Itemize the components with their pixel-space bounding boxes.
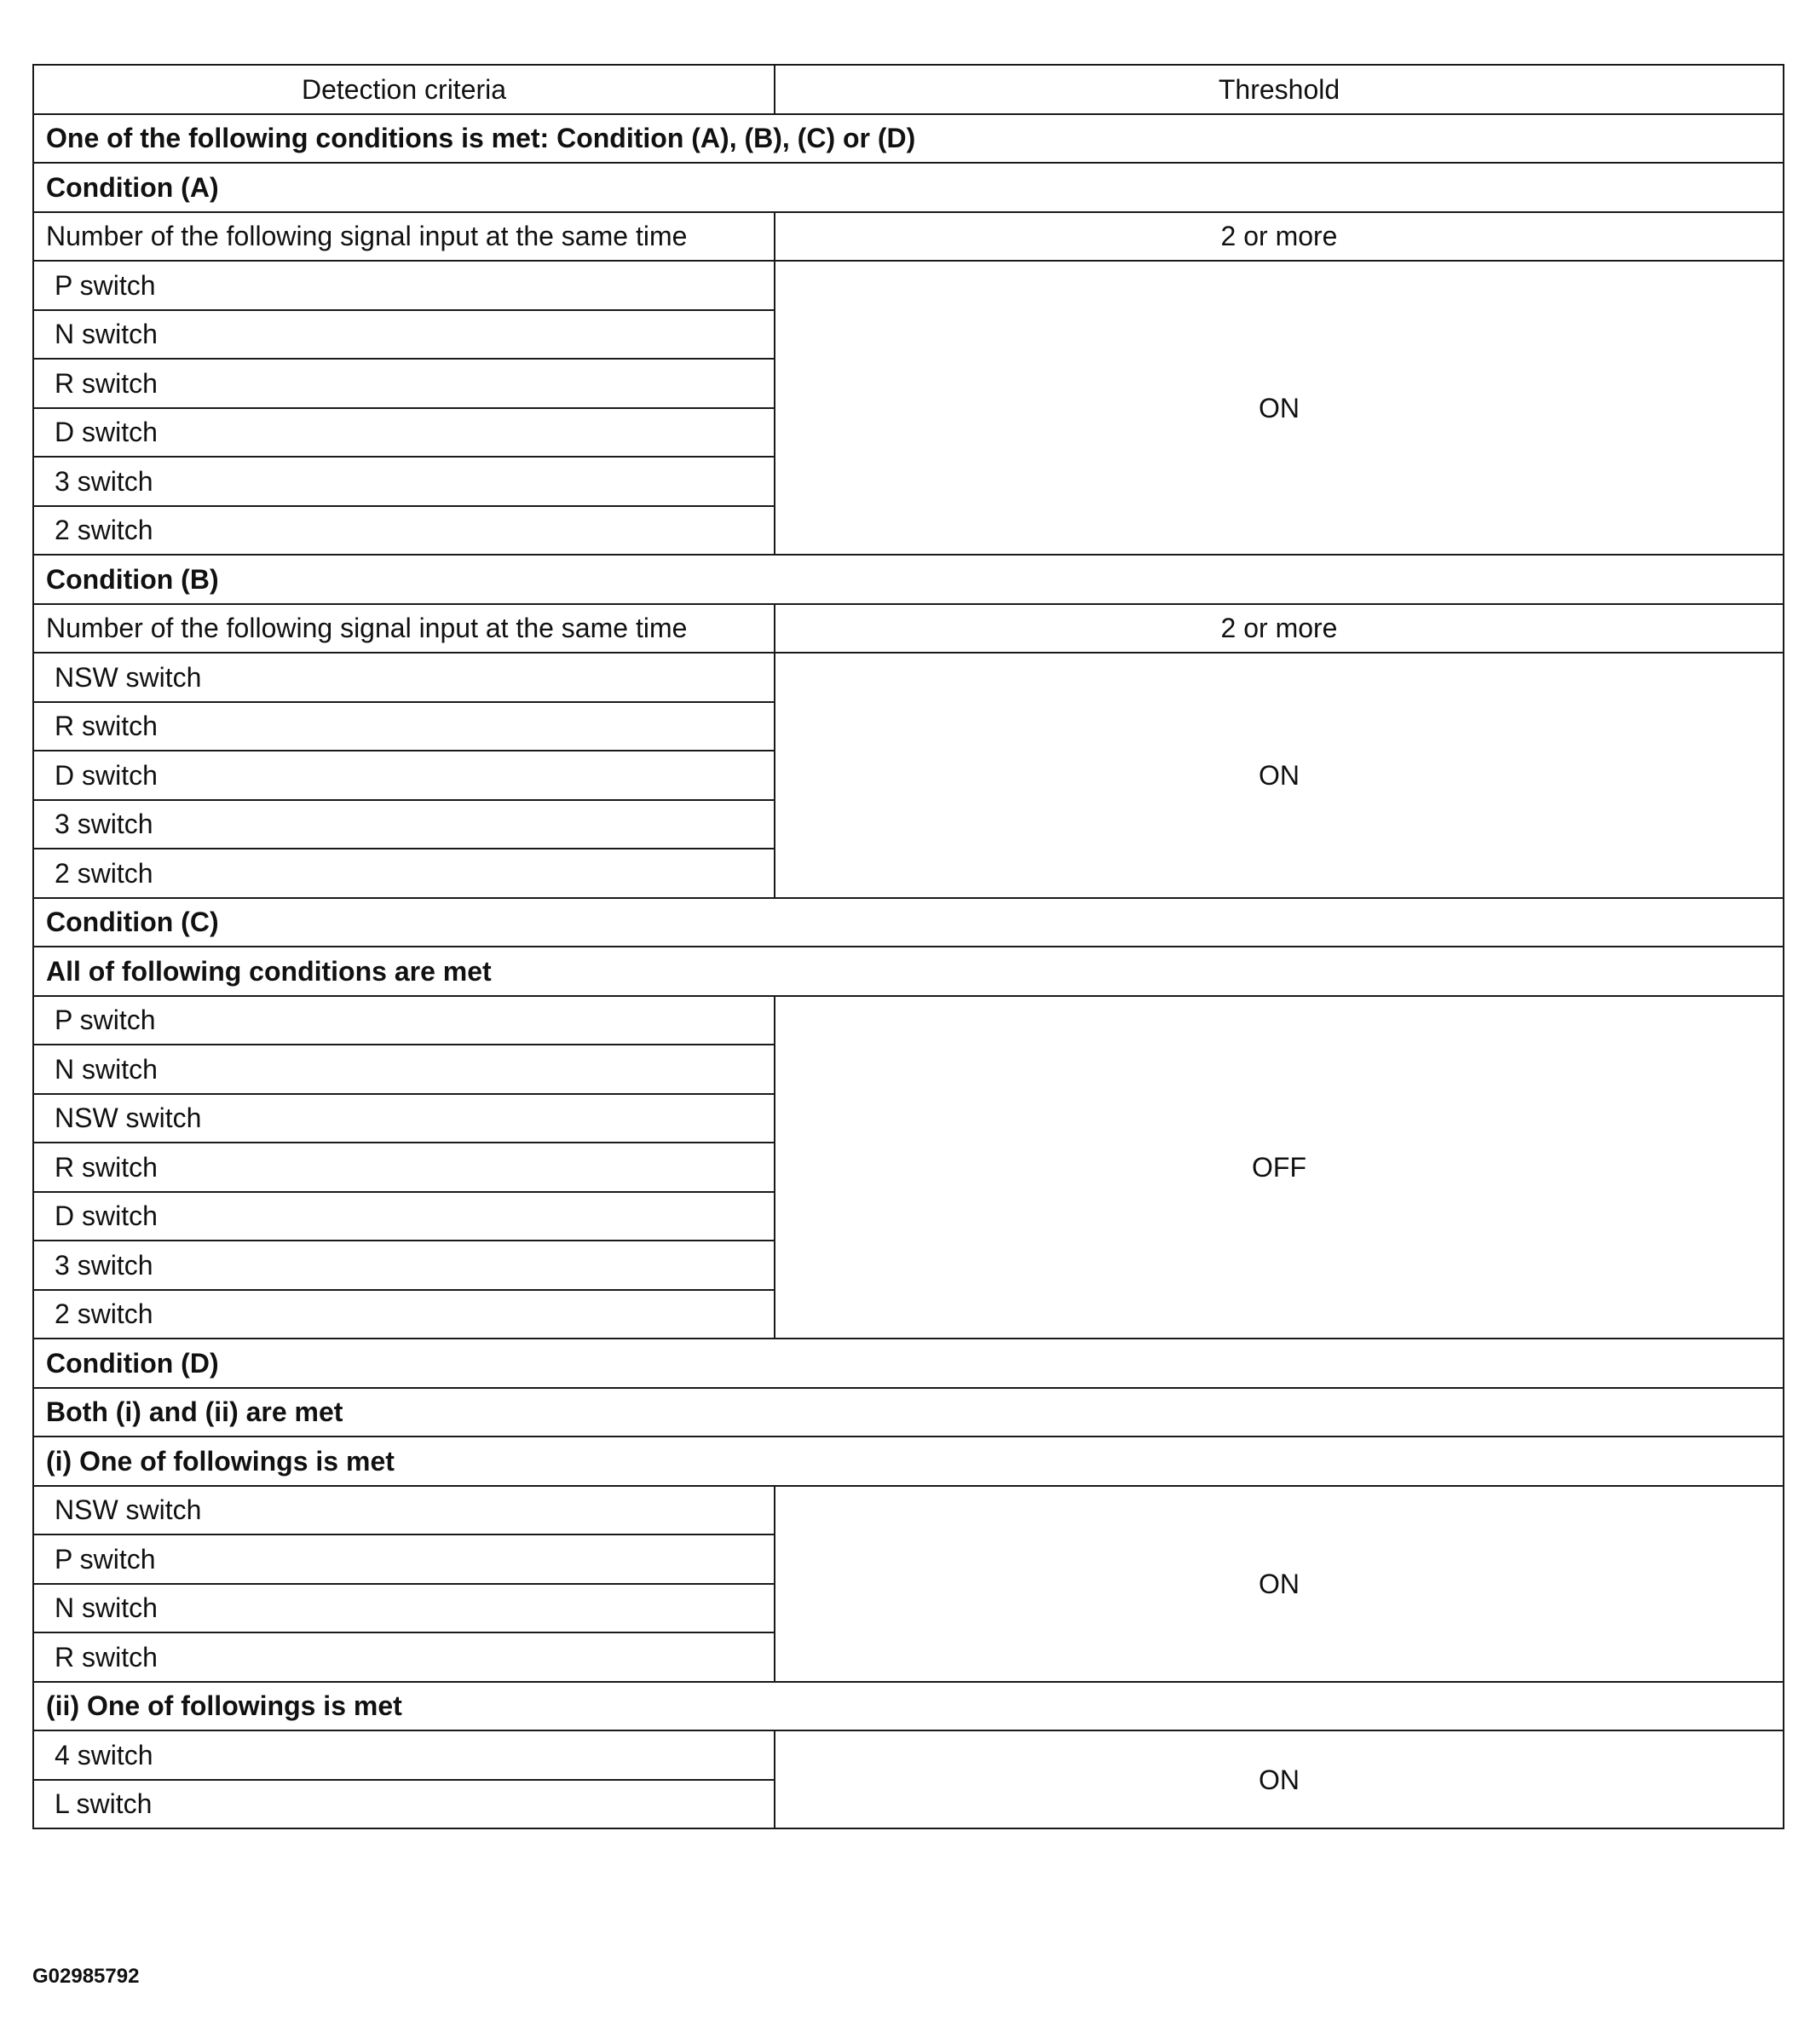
intro-condition-text: One of the following conditions is met: Condition (A), (B), (C) or (D)	[33, 114, 1784, 164]
table-row	[33, 898, 1784, 947]
condition-c-threshold: OFF	[775, 996, 1784, 1339]
table-row	[33, 163, 1784, 212]
condition-d-title: Condition (D)	[33, 1339, 1784, 1388]
condition-d-part-i-item: P switch	[33, 1534, 775, 1584]
table-row	[33, 996, 1784, 1045]
condition-d-part-ii-title: (ii) One of followings is met	[33, 1682, 1784, 1731]
condition-d-part-ii-threshold: ON	[775, 1730, 1784, 1828]
detection-criteria-table	[32, 64, 1784, 1829]
condition-b-count-label: Number of the following signal input at the same time	[33, 604, 775, 654]
condition-d-part-i-item: NSW switch	[33, 1486, 775, 1535]
condition-a-count-threshold: 2 or more	[775, 212, 1784, 262]
condition-c-title: Condition (C)	[33, 898, 1784, 947]
table-row	[33, 555, 1784, 604]
table-row	[33, 947, 1784, 996]
condition-b-title: Condition (B)	[33, 555, 1784, 604]
condition-b-item: D switch	[33, 751, 775, 800]
condition-b-item: 2 switch	[33, 849, 775, 898]
table-row	[33, 1486, 1784, 1535]
table-row	[33, 604, 1784, 654]
condition-b-threshold: ON	[775, 653, 1784, 898]
condition-a-item: P switch	[33, 261, 775, 310]
condition-d-part-i-threshold: ON	[775, 1486, 1784, 1682]
condition-d-part-ii-item: L switch	[33, 1780, 775, 1829]
condition-c-item: NSW switch	[33, 1094, 775, 1143]
condition-a-item: 3 switch	[33, 457, 775, 506]
condition-d-part-i-item: N switch	[33, 1584, 775, 1633]
table-row	[33, 1730, 1784, 1780]
condition-d-part-i-title: (i) One of followings is met	[33, 1437, 1784, 1486]
figure-code: G02985792	[32, 1965, 140, 1988]
condition-a-item: 2 switch	[33, 506, 775, 556]
table-row	[33, 1388, 1784, 1437]
table-row	[33, 261, 1784, 310]
header-threshold: Threshold	[775, 65, 1784, 114]
table-row	[33, 653, 1784, 702]
condition-c-item: 2 switch	[33, 1290, 775, 1339]
condition-b-count-threshold: 2 or more	[775, 604, 1784, 654]
condition-c-subtitle: All of following conditions are met	[33, 947, 1784, 996]
condition-a-item: N switch	[33, 310, 775, 360]
condition-d-subtitle: Both (i) and (ii) are met	[33, 1388, 1784, 1437]
table-row	[33, 1339, 1784, 1388]
condition-c-item: N switch	[33, 1045, 775, 1094]
header-detection-criteria: Detection criteria	[33, 65, 775, 114]
condition-a-count-label: Number of the following signal input at the same time	[33, 212, 775, 262]
table-row	[33, 1437, 1784, 1486]
condition-b-item: NSW switch	[33, 653, 775, 702]
condition-a-threshold: ON	[775, 261, 1784, 555]
table-header-row	[33, 65, 1784, 114]
condition-a-item: D switch	[33, 408, 775, 458]
condition-c-item: D switch	[33, 1192, 775, 1241]
condition-a-title: Condition (A)	[33, 163, 1784, 212]
condition-b-item: 3 switch	[33, 800, 775, 849]
table-row	[33, 1682, 1784, 1731]
condition-d-part-ii-item: 4 switch	[33, 1730, 775, 1780]
condition-c-item: 3 switch	[33, 1241, 775, 1290]
condition-b-item: R switch	[33, 702, 775, 751]
condition-c-item: R switch	[33, 1143, 775, 1192]
condition-d-part-i-item: R switch	[33, 1632, 775, 1682]
condition-a-item: R switch	[33, 359, 775, 408]
condition-c-item: P switch	[33, 996, 775, 1045]
table-row	[33, 212, 1784, 262]
table-row	[33, 114, 1784, 164]
